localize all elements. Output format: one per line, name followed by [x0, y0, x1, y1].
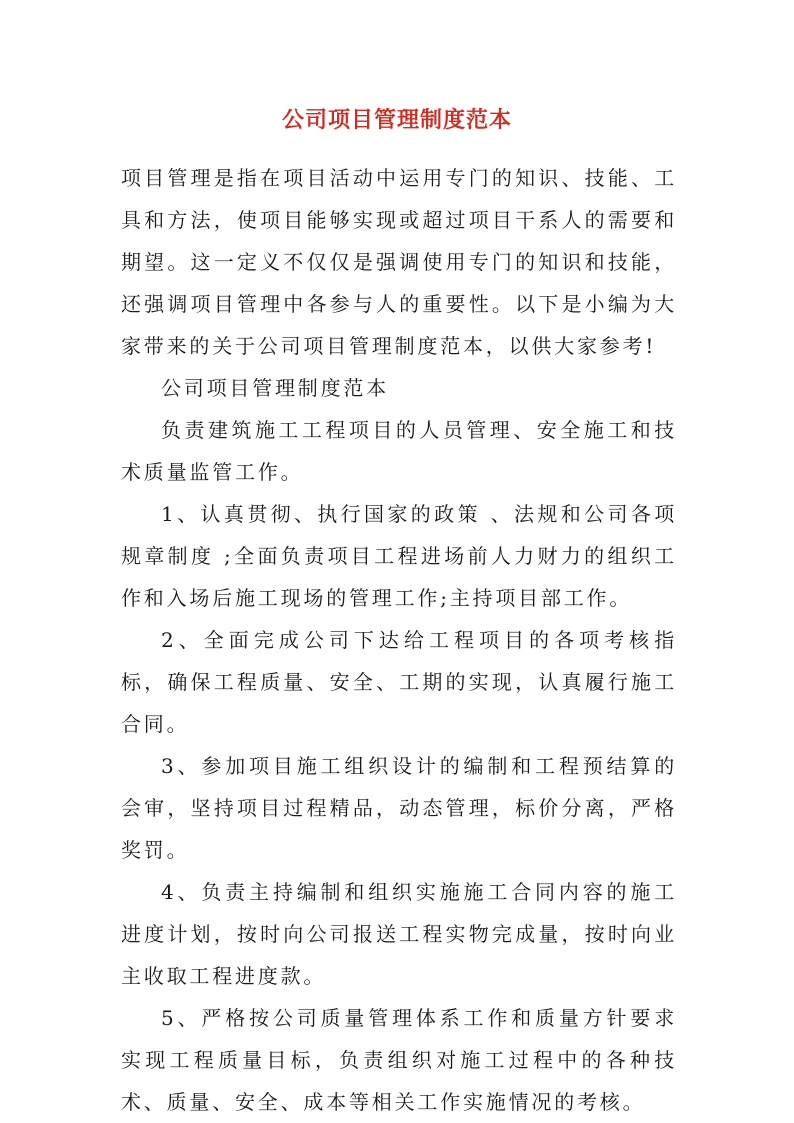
document-body [121, 157, 677, 1123]
list-item-5: 5、严格按公司质量管理体系工作和质量方针要求实现工程质量目标，负责组织对施工过程中的各种技术、质量、安全、成本等相关工作实施情况的考核。 [121, 1006, 677, 1114]
list-item-3: 3、参加项目施工组织设计的编制和工程预结算的会审，坚持项目过程精品，动态管理，标价分离，严格奖罚。 [121, 754, 677, 862]
list-item-2: 2、全面完成公司下达给工程项目的各项考核指标，确保工程质量、安全、工期的实现，认真履行施工合同。 [121, 628, 677, 736]
intro-paragraph: 项目管理是指在项目活动中运用专门的知识、技能、工具和方法，使项目能够实现或超过项目干系人的需要和期望。这一定义不仅仅是强调使用专门的知识和技能，还强调项目管理中各参与人的重要性。以下是小编为大家带来的关于公司项目管理制度范本，以供大家参考! [121, 166, 677, 358]
page-title: 公司项目管理制度范本 [281, 107, 512, 133]
responsibility-summary: 负责建筑施工工程项目的人员管理、安全施工和技术质量监管工作。 [121, 418, 677, 484]
list-item-4: 4、负责主持编制和组织实施施工合同内容的施工进度计划，按时向公司报送工程实物完成量，按时向业主收取工程进度款。 [121, 880, 677, 988]
list-item-1: 1、认真贯彻、执行国家的政策 、法规和公司各项规章制度 ;全面负责项目工程进场前人力财力的组织工作和入场后施工现场的管理工作;主持项目部工作。 [121, 502, 677, 610]
section-heading: 公司项目管理制度范本 [161, 376, 389, 400]
